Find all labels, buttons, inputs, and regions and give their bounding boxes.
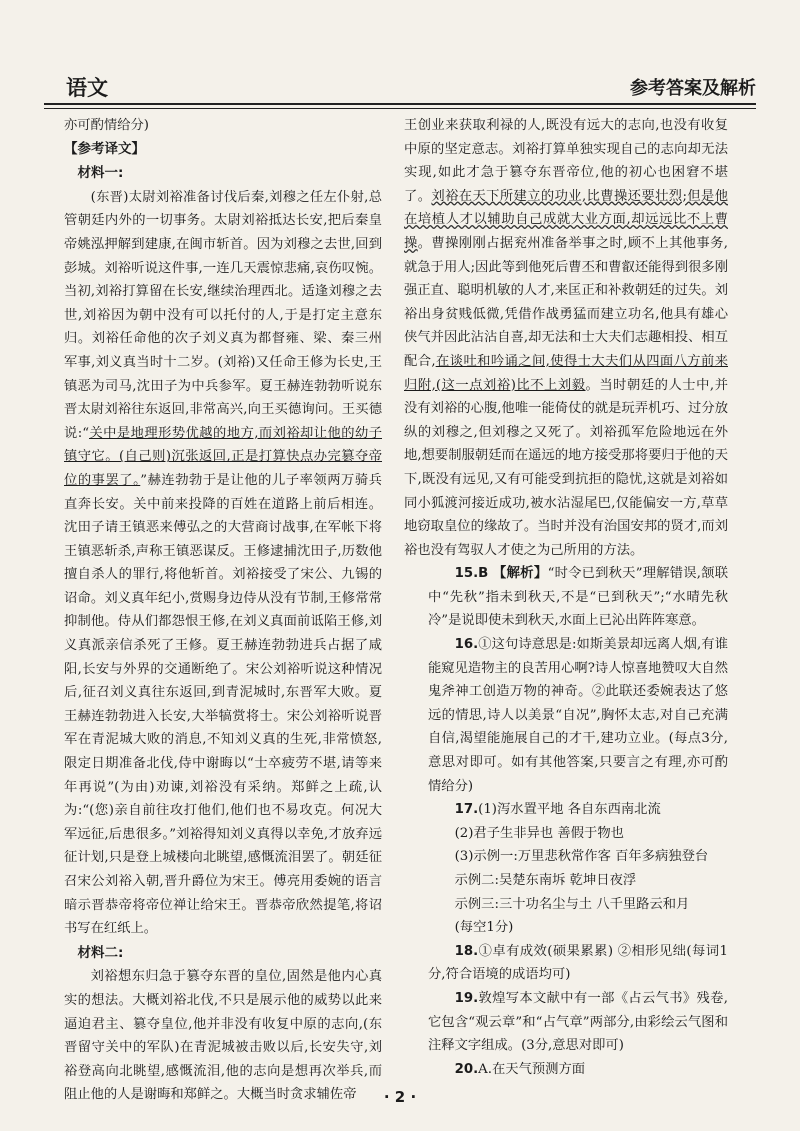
subject-label: 语文 [66,76,108,100]
section-title: 参考答案及解析 [630,78,756,99]
answer-15: 15.B 【解析】“时令已到秋天”理解错误,颔联中“先秋”指未到秋天,不是“已到秋天”;“水晴先秋冷”是说即使未到秋天,水面上已沁出阵阵寒意。 [428,565,728,629]
answer-17-line: 示例二:吴楚东南坼 乾坤日夜浮 [454,873,637,888]
material-one-title: 材料一: [77,165,124,182]
header-rule-thin [44,108,756,109]
underlined-quote: 关中是地理形势优越的地方,而刘裕却让他的幼子镇守它。(自己则)沉张返回,正是打算快点办完篡夺帝位的事罢了。 [64,425,382,488]
underlined-text: 在谈吐和吟诵之间,使得士大夫们从四面八方前来归附,(这一点刘裕)比不上刘毅 [404,353,728,393]
intro-line: 亦可酌情给分) [64,118,149,133]
left-column [64,114,382,1107]
answer-17-line: (3)示例一:万里悲秋常作客 百年多病独登台 [454,849,709,865]
answer-17: 17.(1)泻水置平地 各自东西南北流 [454,802,661,818]
material-two-title: 材料二: [77,944,124,961]
answer-17-line: (2)君子生非异也 善假于物也 [454,825,624,841]
page-header [44,72,756,102]
reference-heading: 【参考译文】 [64,140,145,157]
answer-20: 20.A.在天气预测方面 [454,1061,586,1077]
right-column [404,114,728,1081]
answer-19: 19.敦煌写本文献中有一部《占云气书》残卷,它包含“观云章”和“占气章”两部分,由彩绘云气图和注释文字组成。(3分,意思对即可) [428,990,728,1054]
answer-17-line: 示例三:三十功名尘与土 八千里路云和月 [454,896,690,912]
material-two-text: 刘裕想东归急于篡夺东晋的皇位,固然是他内心真实的想法。大概刘裕北伐,不只是展示他的威势以此来逼迫君主、篡夺皇位,他并非没有收复中原的志向,(东晋留守关中的军队)在青泥城被击败以后,长安失守,刘裕登高向北眺望,感慨流泪,他的志向是想再次举兵,而阻止他的人是谢晦和郑鲜之。大概当时贪求辅佐帝 [64,969,382,1103]
answer-17-line: (每空1分) [454,920,514,936]
translation-continuation: 王创业来获取利禄的人,既没有远大的志向,也没有收复中原的坚定意志。刘裕打算单独实现自己的志向却无法实现,如此才急于篡夺东晋帝位,他的初心也困窘不堪了。刘裕在天下所建立的功业,比曹操还要壮烈;但是他在培植人才以辅助自己成就大业方面,却远远比不上曹操。曹操刚刚占据兖州准备举事之时,顾不上其他事务,就急于用人;因此等到他死后曹丕和曹叡还能得到很多刚强正直、聪明机敏的人才,来匡正和补救朝廷的过失。刘裕出身贫贱低微,凭借作战勇猛而建立功名,他具有雄心侠气并因此沾沾自喜,却无法和士大夫们志趣相投、相互配合,在谈吐和吟诵之间,使得士大夫们从四面八方前来归附,(这一点刘裕)比不上刘毅。当时朝廷的人士中,并没有刘裕的心腹,他唯一能倚仗的就是玩弄机巧、过分放纵的刘穆之,但刘穆之又死了。刘裕孤军危险地远在外地,想要制服朝廷而在遥远的地方接受那将要归于他的天下,既没有远见,又有可能受到抗拒的隐忧,这就是刘裕如同小狐渡河接近成功,被水沾湿尾巴,仅能偏安一方,草草地窃取皇位的缘故了。当时并没有治国安邦的贤才,而刘裕也没有驾驭人才使之为己所用的方法。 [404,118,729,558]
material-one-text: (东晋)太尉刘裕准备讨伐后秦,刘穆之任左仆射,总管朝廷内外的一切事务。太尉刘裕抵达长安,把后秦皇帝姚泓押解到建康,在闽市斩首。因为刘穆之去世,回到彭城。刘裕听说这件事,一连几天震惊悲痛,哀伤叹惋。当初,刘裕打算留在长安,继续治理西北。适逢刘穆之去世,刘裕因为朝中没有可以托付的人,于是打定主意东归。刘裕任命他的次子刘义真为都督雍、梁、秦三州军事,刘义真当时十二岁。(刘裕)又任命王修为长史,王镇恶为司马,沈田子为中兵参军。夏王赫连勃勃听说东晋太尉刘裕往东返回,非常高兴,向王买德询问。王买德说:“关中是地理形势优越的地方,而刘裕却让他的幼子镇守它。(自己则)沉张返回,正是打算快点办完篡夺帝位的事罢了。”赫连勃勃于是让他的儿子率领两万骑兵直奔长安。关中前来投降的百姓在道路上前后相连。沈田子请王镇恶来傅弘之的大营商讨战事,在军帐下将王镇恶斩杀,声称王镇恶谋反。王修逮捕沈田子,历数他擅自杀人的罪行,将他斩首。刘裕接受了宋公、九锡的诏命。刘义真年纪小,赏赐身边侍从没有节制,王修常常抑制他。侍从们都怨恨王修,在刘义真面前诋陷王修,刘义真派亲信杀死了王修。夏王赫连勃勃进兵占据了咸阳,长安与外界的交通断绝了。宋公刘裕听说这种情况后,征召刘义真往东返回,到青泥城时,东晋军大败。夏王赫连勃勃进入长安,大举犒赏将士。宋公刘裕听说晋军在青泥城大败的消息,不知刘义真的生死,非常愤怒,限定日期准备北伐,侍中谢晦以“士卒疲劳不堪,请等来年再说”(为由)劝谏,刘裕没有采纳。郑鲜之上疏,认为:“(您)亲自前往攻打他们,他们也不易攻克。何况大军远征,后患很多。”刘裕得知刘义真得以幸免,才放弃远征计划,只是登上城楼向北眺望,感慨流泪罢了。朝廷征召宋公刘裕入朝,晋升爵位为宋王。傅亮用委婉的语言暗示晋恭帝将帝位禅让给宋王。晋恭帝欣然提笔,将诏书写在红纸上。 [64,189,382,937]
page-number: · 2 · [383,1088,417,1106]
header-rule [44,103,756,105]
answer-16: 16.①这句诗意思是:如斯美景却远离人烟,有谁能窥见造物主的良苦用心啊?诗人惊喜地赞叹大自然鬼斧神工创造万物的神奇。②此联还委婉表达了悠远的情思,诗人以美景“自况”,胸怀太志,对自己充满自信,渴望能施展自己的才干,建功立业。(每点3分,意思对即可。如有其他答案,只要言之有理,亦可酌情给分) [428,637,728,794]
answer-18: 18.①卓有成效(硕果累累) ②相形见绌(每词1分,符合语境的成语均可) [428,943,728,983]
wavy-underlined-text: 刘裕在天下所建立的功业,比曹操还要壮烈;但是他在培植人才以辅助自己成就大业方面,却远远比不上曹操 [404,188,728,251]
